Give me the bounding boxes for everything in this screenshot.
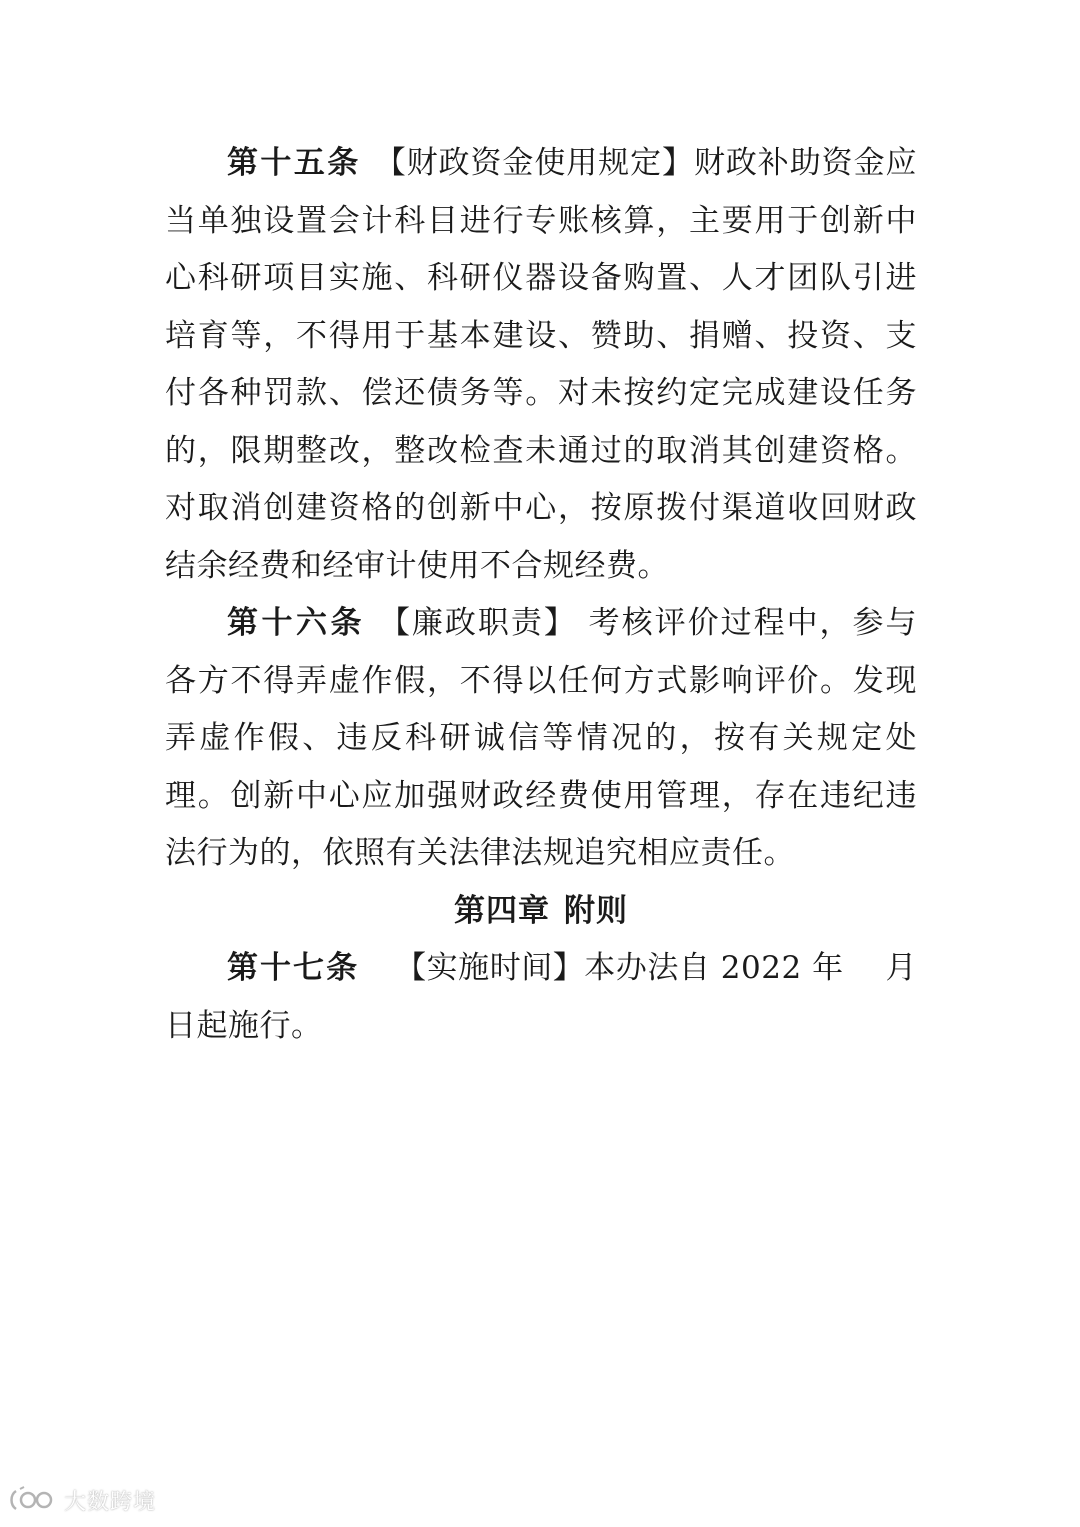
chapter-name: 附则	[564, 892, 628, 929]
article-15-body: 财政补助资金应当单独设置会计科目进行专账核算，主要用于创新中心科研项目实施、科研仪器设备购置、人才团队引进培育等，不得用于基本建设、赞助、捐赠、投资、支付各种罚款、偿还债务等。对未按约定完成建设任务的，限期整改，整改检查未通过的取消其创建资格。对取消创建资格的创新中心，按原拨付渠道收回财政结余经费和经审计使用不合规经费。	[165, 145, 918, 584]
article-17-title: 【实施时间】	[395, 950, 585, 986]
watermark-logo-icon	[8, 1485, 58, 1515]
body-text	[165, 135, 959, 1055]
chapter-heading	[165, 883, 917, 941]
article-16-body: 考核评价过程中，参与各方不得弄虚作假，不得以任何方式影响评价。发现弄虚作假、违反科研诚信等情况的，按有关规定处理。创新中心应加强财政经费使用管理，存在违纪违法行为的，依照有关法律法规追究相应责任。	[165, 605, 918, 871]
watermark-text: 大数跨境	[64, 1489, 157, 1515]
article-17-body: 本办法自 2022 年 月 日起施行。	[165, 950, 959, 1044]
article-16	[165, 595, 917, 883]
article-15	[165, 135, 917, 595]
chapter-label: 第四章	[454, 892, 550, 929]
article-17-number: 第十七条	[227, 950, 360, 986]
watermark	[8, 1482, 156, 1518]
article-15-number: 第十五条	[227, 145, 361, 181]
article-15-title: 【财政资金使用规定】	[374, 145, 694, 181]
article-16-number: 第十六条	[227, 605, 365, 641]
article-16-title: 【廉政职责】	[378, 605, 577, 641]
article-17	[165, 940, 959, 1055]
